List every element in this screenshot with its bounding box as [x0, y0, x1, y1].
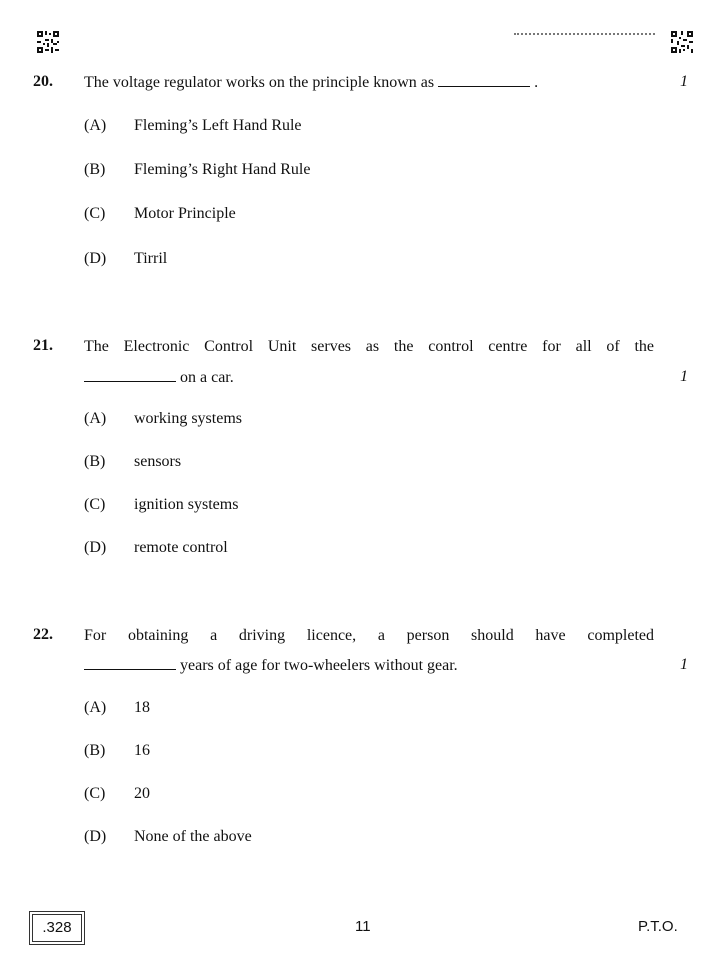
question-number: 21.: [33, 337, 53, 354]
answer-blank: [84, 655, 176, 670]
header-dotted-line: [514, 33, 655, 35]
marks: 1: [680, 656, 688, 673]
pto-label: P.T.O.: [638, 918, 678, 935]
option-d: (D) None of the above: [84, 828, 252, 845]
page-number: 11: [355, 918, 371, 935]
question-text: The voltage regulator works on the principle known as .: [84, 74, 539, 91]
option-b: (B) sensors: [84, 453, 182, 470]
option-b: (B) 16: [84, 742, 150, 759]
question-text-line1: The Electronic Control Unit serves as the control centre for all of the: [84, 338, 654, 355]
marks: 1: [680, 73, 688, 90]
question-text-line1: For obtaining a driving licence, a person should have completed: [84, 627, 654, 644]
option-a: (A) 18: [84, 699, 150, 716]
option-b: (B) Fleming’s Right Hand Rule: [84, 161, 311, 178]
option-d: (D) remote control: [84, 539, 228, 556]
answer-blank: [84, 367, 176, 382]
paper-code: .328: [32, 914, 82, 942]
option-c: (C) ignition systems: [84, 496, 239, 513]
qr-code-icon: [671, 31, 693, 53]
option-c: (C) Motor Principle: [84, 205, 236, 222]
marks: 1: [680, 368, 688, 385]
answer-blank: [438, 72, 530, 87]
question-text-line2: years of age for two-wheelers without gear.: [84, 650, 654, 681]
option-c: (C) 20: [84, 785, 150, 802]
option-a: (A) Fleming’s Left Hand Rule: [84, 117, 302, 134]
option-a: (A) working systems: [84, 410, 242, 427]
question-number: 22.: [33, 626, 53, 643]
option-d: (D) Tirril: [84, 250, 168, 267]
question-number: 20.: [33, 73, 53, 90]
question-text-line2: on a car.: [84, 362, 654, 393]
qr-code-icon: [37, 31, 59, 53]
